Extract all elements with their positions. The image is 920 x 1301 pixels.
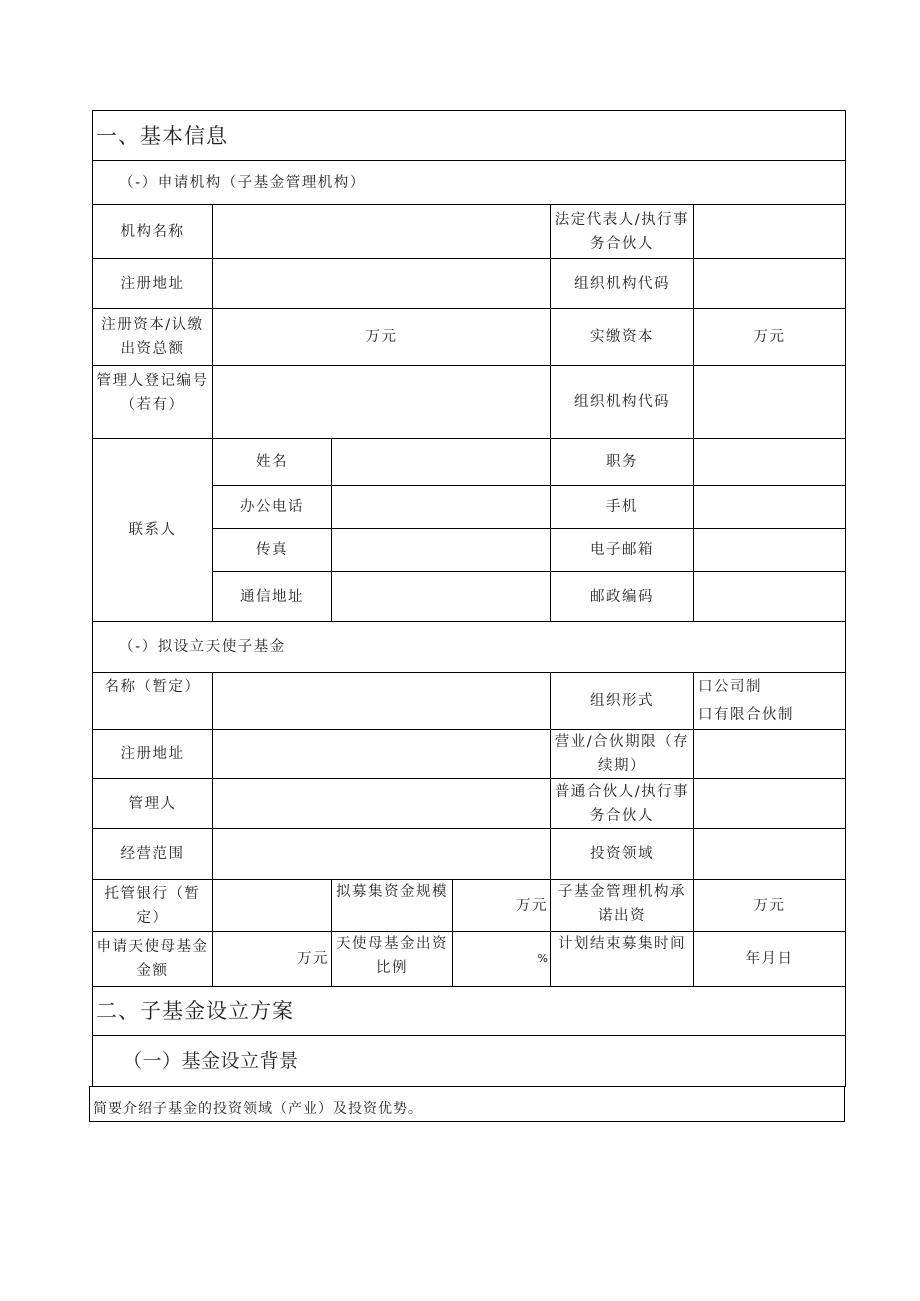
reg-address-label: 注册地址 [93, 259, 213, 309]
fund-term-field[interactable] [694, 730, 846, 779]
fund-name-label: 名称（暂定） [93, 673, 213, 730]
gp-field[interactable] [694, 779, 846, 829]
contact-position-label: 职务 [551, 439, 694, 486]
custodian-field[interactable] [213, 880, 332, 932]
org-code-2-field[interactable] [694, 366, 846, 439]
custodian-label: 托管银行（暂定） [93, 880, 213, 932]
business-scope-label: 经营范围 [93, 829, 213, 880]
manager-reg-no-label: 管理人登记编号（若有） [93, 366, 213, 439]
fund-term-label: 营业/合伙期限（存续期） [551, 730, 694, 779]
reg-capital-label: 注册资本/认缴出资总额 [93, 309, 213, 366]
section-1-title: 一、基本信息 [93, 111, 846, 161]
raise-scale-field[interactable]: 万元 [453, 880, 551, 932]
org-code-label: 组织机构代码 [551, 259, 694, 309]
email-label: 电子邮箱 [551, 529, 694, 572]
fund-manager-label: 管理人 [93, 779, 213, 829]
fax-label: 传真 [213, 529, 332, 572]
contact-label: 联系人 [93, 439, 213, 622]
legal-rep-label: 法定代表人/执行事务合伙人 [551, 205, 694, 259]
fund-reg-address-field[interactable] [213, 730, 551, 779]
paid-capital-field[interactable]: 万元 [694, 309, 846, 366]
paid-capital-label: 实缴资本 [551, 309, 694, 366]
ratio-label: 天使母基金出资比例 [332, 932, 453, 987]
org-form-label: 组织形式 [551, 673, 694, 730]
postal-code-field[interactable] [694, 572, 846, 622]
org-code-2-label: 组织机构代码 [551, 366, 694, 439]
raise-scale-label: 拟募集资金规模 [332, 880, 453, 932]
email-field[interactable] [694, 529, 846, 572]
mail-address-field[interactable] [332, 572, 551, 622]
section-2-sub-heading: （一）基金设立背景 [93, 1036, 846, 1087]
office-phone-label: 办公电话 [213, 486, 332, 529]
legal-rep-field[interactable] [694, 205, 846, 259]
postal-code-label: 邮政编码 [551, 572, 694, 622]
fund-reg-address-label: 注册地址 [93, 730, 213, 779]
fund-name-field[interactable] [213, 673, 551, 730]
mail-address-label: 通信地址 [213, 572, 332, 622]
fund-heading: （-）拟设立天使子基金 [93, 622, 846, 673]
invest-field-label: 投资领域 [551, 829, 694, 880]
org-code-field[interactable] [694, 259, 846, 309]
contact-name-label: 姓名 [213, 439, 332, 486]
org-name-label: 机构名称 [93, 205, 213, 259]
mobile-field[interactable] [694, 486, 846, 529]
mobile-label: 手机 [551, 486, 694, 529]
contact-name-field[interactable] [332, 439, 551, 486]
background-note-text: 简要介绍子基金的投资领域（产业）及投资优势。 [93, 1101, 423, 1117]
manager-reg-no-field[interactable] [213, 366, 551, 439]
office-phone-field[interactable] [332, 486, 551, 529]
org-form-option-company[interactable]: 口公司制 [698, 679, 762, 695]
ratio-field[interactable]: % [453, 932, 551, 987]
end-time-label: 计划结束募集时间 [551, 932, 694, 987]
gp-label: 普通合伙人/执行事务合伙人 [551, 779, 694, 829]
org-form-options [694, 673, 846, 730]
invest-field-field[interactable] [694, 829, 846, 880]
apply-amount-field[interactable]: 万元 [213, 932, 332, 987]
reg-address-field[interactable] [213, 259, 551, 309]
reg-capital-field[interactable]: 万元 [213, 309, 551, 366]
commit-label: 子基金管理机构承诺出资 [551, 880, 694, 932]
org-form-option-lp[interactable]: 口有限合伙制 [698, 707, 794, 723]
end-time-field[interactable]: 年月日 [694, 932, 846, 987]
business-scope-field[interactable] [213, 829, 551, 880]
org-name-field[interactable] [213, 205, 551, 259]
apply-amount-label: 申请天使母基金金额 [93, 932, 213, 987]
fax-field[interactable] [332, 529, 551, 572]
commit-field[interactable]: 万元 [694, 880, 846, 932]
fund-manager-field[interactable] [213, 779, 551, 829]
applicant-heading: （-）申请机构（子基金管理机构） [93, 161, 846, 205]
section-2-title: 二、子基金设立方案 [93, 987, 846, 1036]
contact-position-field[interactable] [694, 439, 846, 486]
application-form-table [92, 110, 846, 1087]
background-note-box[interactable] [89, 1086, 845, 1122]
